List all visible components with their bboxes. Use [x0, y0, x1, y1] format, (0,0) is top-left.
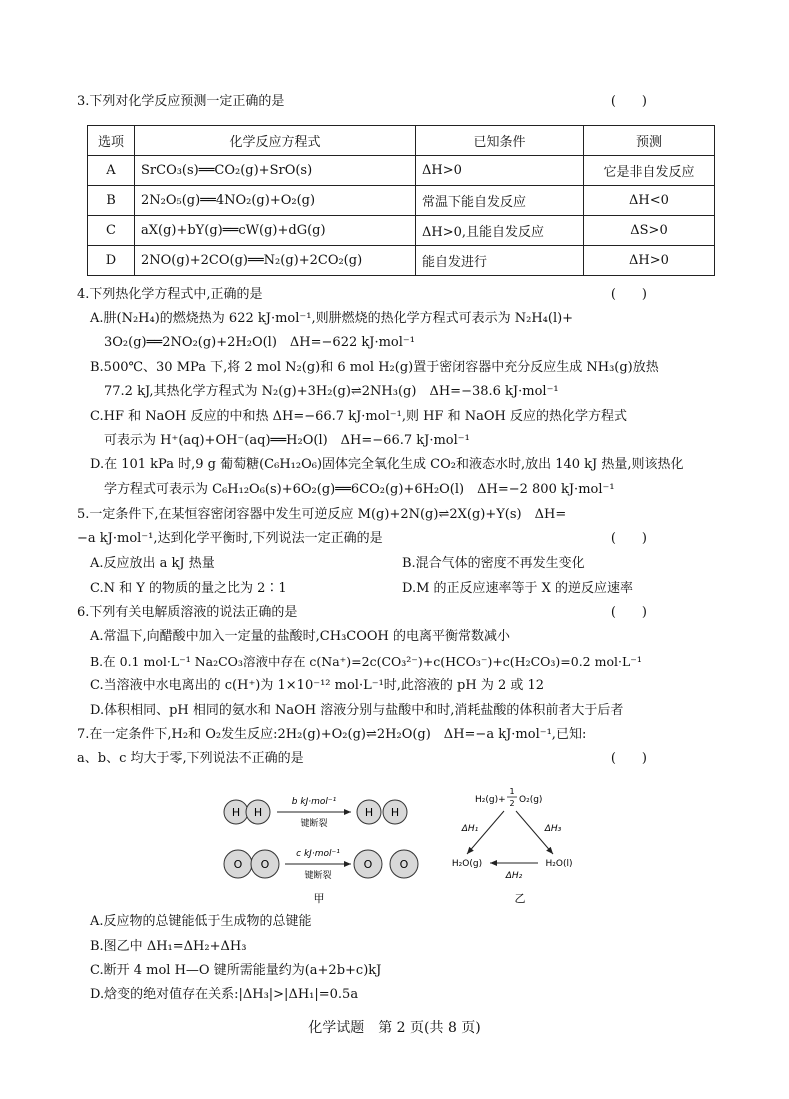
table-header-row	[88, 126, 715, 156]
cell-equation: SrCO₃(s)══CO₂(g)+SrO(s)	[135, 156, 416, 186]
q3-answer-paren: ( )	[610, 94, 647, 109]
q4-option-b-line2: 77.2 kJ,其热化学方程式为 N₂(g)+3H₂(g)⇌2NH₃(g) ΔH=−38.6 kJ·mol⁻¹	[104, 384, 559, 399]
q6-option-c: C.当溶液中水电离出的 c(H⁺)为 1×10⁻¹² mol·L⁻¹时,此溶液的 pH 为 2 或 12	[90, 678, 545, 693]
header-condition: 已知条件	[416, 126, 584, 156]
yi-frac-den: 2	[509, 799, 515, 808]
cell-equation: 2NO(g)+2CO(g)══N₂(g)+2CO₂(g)	[135, 246, 416, 276]
q7-option-a: A.反应物的总键能低于生成物的总键能	[90, 914, 312, 929]
figure-yi	[440, 777, 590, 910]
header-prediction: 预测	[584, 126, 715, 156]
h-atom-label: H	[253, 806, 263, 819]
cell-equation: 2N₂O₅(g)══4NO₂(g)+O₂(g)	[135, 186, 416, 216]
q4-option-a-line1: A.肼(N₂H₄)的燃烧热为 622 kJ·mol⁻¹,则肼燃烧的热化学方程式可表示为 N₂H₄(l)+	[90, 311, 574, 326]
h-atom-label: H	[390, 806, 400, 819]
cell-condition: 能自发进行	[416, 246, 584, 276]
break-label: 键断裂	[304, 871, 332, 881]
dh2-label: ΔH₂	[505, 871, 523, 881]
q7-option-b: B.图乙中 ΔH₁=ΔH₂+ΔH₃	[90, 939, 247, 954]
cell-condition: 常温下能自发反应	[416, 186, 584, 216]
q6-option-d: D.体积相同、pH 相同的氨水和 NaOH 溶液分别与盐酸中和时,消耗盐酸的体积前者大于后者	[90, 703, 624, 718]
q7-stem-line2: a、b、c 均大于零,下列说法不正确的是 ( )	[77, 749, 719, 769]
cell-option: D	[88, 246, 135, 276]
q4-option-c-line2: 可表示为 H⁺(aq)+OH⁻(aq)══H₂O(l) ΔH=−66.7 kJ·mol⁻¹	[104, 433, 470, 448]
q4-option-d-line2: 学方程式可表示为 C₆H₁₂O₆(s)+6O₂(g)══6CO₂(g)+6H₂O(l) ΔH=−2 800 kJ·mol⁻¹	[104, 482, 615, 497]
q4-option-d-line1: D.在 101 kPa 时,9 g 葡萄糖(C₆H₁₂O₆)固体完全氧化生成 CO₂和液态水时,放出 140 kJ 热量,则该热化	[90, 457, 684, 472]
yi-top-label-o2: O₂(g)	[519, 795, 543, 805]
q5-stem-line2: −a kJ·mol⁻¹,达到化学平衡时,下列说法一定正确的是 ( )	[77, 529, 719, 549]
q7-answer-paren: ( )	[610, 751, 647, 766]
table-row	[88, 156, 715, 186]
dh3-label: ΔH₃	[544, 824, 562, 834]
q5-options-row1	[90, 554, 720, 574]
figure-yi-caption: 乙	[514, 892, 526, 905]
cell-prediction: ΔH>0	[584, 246, 715, 276]
table-row	[88, 216, 715, 246]
q5-option-a: A.反应放出 a kJ 热量	[90, 556, 215, 571]
header-option: 选项	[88, 126, 135, 156]
q7-option-d: D.焓变的绝对值存在关系:|ΔH₃|>|ΔH₁|=0.5a	[90, 987, 359, 1002]
cell-option: A	[88, 156, 135, 186]
cell-condition: ΔH>0	[416, 156, 584, 186]
o-atom-label: O	[233, 858, 243, 871]
yi-frac-num: 1	[509, 787, 515, 796]
energy-h-label: b kJ·mol⁻¹	[291, 797, 337, 807]
header-equation: 化学反应方程式	[135, 126, 416, 156]
o-atom-label: O	[363, 858, 373, 871]
cell-prediction: ΔS>0	[584, 216, 715, 246]
cell-condition: ΔH>0,且能自发反应	[416, 216, 584, 246]
q5-option-b: B.混合气体的密度不再发生变化	[402, 556, 585, 571]
q7-stem-line1: 7.在一定条件下,H₂和 O₂发生反应:2H₂(g)+O₂(g)⇌2H₂O(g) ΔH=−a kJ·mol⁻¹,已知:	[77, 727, 587, 742]
yi-left-label: H₂O(g)	[451, 859, 483, 869]
h-atom-label: H	[231, 806, 241, 819]
q5-stem-line1: 5.一定条件下,在某恒容密闭容器中发生可逆反应 M(g)+2N(g)⇌2X(g)+Y(s) ΔH=	[77, 507, 567, 522]
figure-jia	[215, 785, 430, 910]
dh1-label: ΔH₁	[461, 824, 479, 834]
q3-table	[87, 125, 715, 276]
cell-prediction: 它是非自发反应	[584, 156, 715, 186]
q4-option-b-line1: B.500℃、30 MPa 下,将 2 mol N₂(g)和 6 mol H₂(g)置于密闭容器中充分反应生成 NH₃(g)放热	[90, 360, 659, 375]
figure-jia-caption: 甲	[313, 892, 325, 905]
cell-equation: aX(g)+bY(g)══cW(g)+dG(g)	[135, 216, 416, 246]
q7-option-c: C.断开 4 mol H—O 键所需能量约为(a+2b+c)kJ	[90, 963, 382, 978]
q5-option-c: C.N 和 Y 的物质的量之比为 2∶1	[90, 581, 287, 596]
q3-stem: 3.下列对化学反应预测一定正确的是 ( )	[77, 92, 719, 112]
cell-option: B	[88, 186, 135, 216]
o-atom-label: O	[260, 858, 270, 871]
q5-option-d: D.M 的正反应速率等于 X 的逆反应速率	[402, 581, 634, 596]
h-atom-label: H	[364, 806, 374, 819]
q5-answer-paren: ( )	[610, 531, 647, 546]
q6-stem: 6.下列有关电解质溶液的说法正确的是 ( )	[77, 603, 719, 623]
o-atom-label: O	[399, 858, 409, 871]
cell-prediction: ΔH<0	[584, 186, 715, 216]
yi-top-label: H₂(g)+	[475, 795, 506, 805]
page-footer: 化学试题 第 2 页(共 8 页)	[308, 1020, 481, 1036]
q6-option-a: A.常温下,向醋酸中加入一定量的盐酸时,CH₃COOH 的电离平衡常数减小	[90, 629, 511, 644]
q4-option-a-line2: 3O₂(g)══2NO₂(g)+2H₂O(l) ΔH=−622 kJ·mol⁻¹	[104, 335, 415, 350]
yi-right-label: H₂O(l)	[545, 859, 573, 869]
cell-option: C	[88, 216, 135, 246]
energy-o-label: c kJ·mol⁻¹	[296, 849, 340, 859]
break-label: 键断裂	[300, 819, 328, 829]
q4-answer-paren: ( )	[610, 287, 647, 302]
q6-option-b: B.在 0.1 mol·L⁻¹ Na₂CO₃溶液中存在 c(Na⁺)=2c(CO₃²⁻)+c(HCO₃⁻)+c(H₂CO₃)=0.2 mol·L⁻¹	[90, 654, 642, 669]
q6-answer-paren: ( )	[610, 605, 647, 620]
q4-stem: 4.下列热化学方程式中,正确的是 ( )	[77, 285, 719, 305]
table-row	[88, 246, 715, 276]
q5-options-row2	[90, 579, 720, 599]
q4-option-c-line1: C.HF 和 NaOH 反应的中和热 ΔH=−66.7 kJ·mol⁻¹,则 HF 和 NaOH 反应的热化学方程式	[90, 409, 627, 424]
table-row	[88, 186, 715, 216]
